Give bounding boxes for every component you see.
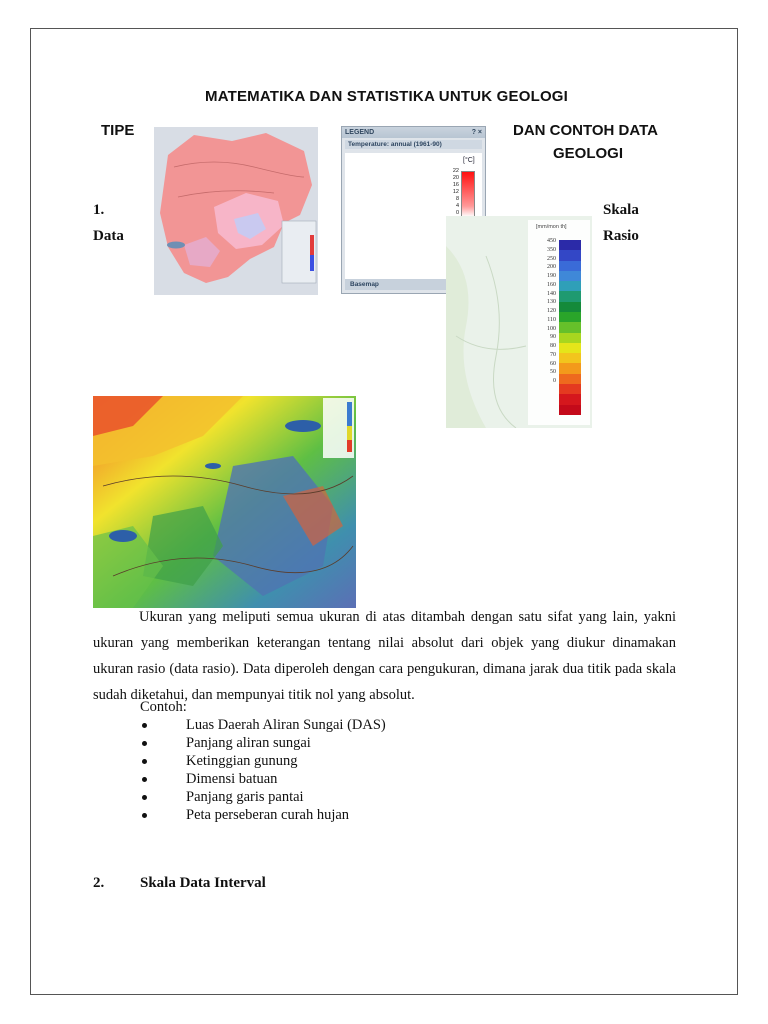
- legend-tick: 22: [452, 168, 459, 174]
- rain-color-swatch: [559, 343, 581, 353]
- legend-basemap[interactable]: Basemap: [345, 279, 482, 290]
- list-item: Dimensi batuan: [140, 770, 386, 788]
- rain-color-swatch: [559, 261, 581, 271]
- legend-unit: [°C]: [463, 157, 475, 164]
- legend-header-icons[interactable]: ? ×: [471, 129, 482, 136]
- rain-legend-tick: 120: [547, 308, 556, 314]
- rain-legend-tick: 0: [553, 378, 556, 384]
- rain-color-swatch: [559, 250, 581, 260]
- list-item: Peta perseberan curah hujan: [140, 806, 386, 824]
- rain-legend-tick: 50: [550, 369, 556, 376]
- list-item: Luas Daerah Aliran Sungai (DAS): [140, 716, 386, 734]
- rain-legend-tick: 70: [550, 351, 556, 358]
- document-title: MATEMATIKA DAN STATISTIKA UNTUK GEOLOGI: [205, 88, 569, 105]
- rain-legend-tick: 110: [547, 316, 556, 323]
- rain-color-swatch: [559, 363, 581, 373]
- rain-legend-tick: 200: [547, 264, 556, 271]
- section1-number: 1.: [93, 202, 105, 218]
- rain-legend-tick: 130: [547, 299, 556, 306]
- rain-color-swatch: [559, 384, 581, 394]
- subheading-left: TIPE: [101, 122, 135, 139]
- section1-word-skala: Skala: [603, 202, 639, 218]
- legend-tick: 0: [455, 209, 459, 216]
- list-item: Panjang aliran sungai: [140, 734, 386, 752]
- rain-color-swatch: [559, 291, 581, 301]
- section1-word-data: Data: [93, 228, 124, 244]
- legend-tick: 20: [452, 174, 459, 181]
- rain-color-bar: [559, 240, 581, 415]
- rain-legend-tick: 450: [547, 238, 556, 244]
- rain-color-swatch: [559, 353, 581, 363]
- rain-legend-tick: 60: [550, 360, 556, 367]
- rain-color-swatch: [559, 374, 581, 384]
- legend-tick: 4: [455, 202, 459, 209]
- section1-word-rasio: Rasio: [603, 228, 639, 244]
- rain-color-swatch: [559, 322, 581, 332]
- rain-color-swatch: [559, 405, 581, 415]
- legend-header: [342, 127, 485, 138]
- rain-legend-tick: 140: [547, 290, 556, 297]
- rain-legend-tick: 80: [550, 343, 556, 349]
- rain-legend-tick: 100: [547, 325, 556, 332]
- rain-color-swatch: [559, 271, 581, 281]
- legend-header-label: LEGEND: [345, 129, 375, 136]
- legend-tick: 12: [452, 188, 459, 195]
- legend-title: Temperature: annual (1961-90): [345, 140, 482, 149]
- temperature-map-image: [154, 127, 318, 295]
- subheading-right-line2: GEOLOGI: [553, 145, 624, 162]
- precipitation-map-image: [446, 216, 592, 428]
- legend-tick: 16: [452, 181, 459, 188]
- rain-color-swatch: [559, 333, 581, 343]
- list-item: Ketinggian gunung: [140, 752, 386, 770]
- section2-title: Skala Data Interval: [140, 875, 266, 891]
- rain-legend-ticks: [538, 237, 556, 386]
- rain-legend-tick: 250: [547, 255, 556, 262]
- rain-legend-tick: 190: [547, 273, 556, 279]
- rain-color-swatch: [559, 394, 581, 404]
- rain-legend-tick: 90: [550, 334, 556, 341]
- legend-tick: 8: [455, 195, 459, 202]
- rain-legend-tick: 350: [547, 246, 556, 253]
- relief-map-image: [93, 396, 356, 608]
- rain-legend-tick: 160: [547, 281, 556, 288]
- list-item: Panjang garis pantai: [140, 788, 386, 806]
- examples-list: [140, 716, 386, 824]
- section2-number: 2.: [93, 875, 105, 891]
- subheading-right-line1: DAN CONTOH DATA: [513, 122, 658, 139]
- rain-color-swatch: [559, 312, 581, 322]
- rain-color-swatch: [559, 302, 581, 312]
- rain-color-swatch: [559, 240, 581, 250]
- contoh-label: Contoh:: [140, 699, 187, 715]
- body-paragraph: Ukuran yang meliputi semua ukuran di atas ditambah dengan satu sifat yang lain, yakni ukuran yang memberikan keterangan tentang nilai absolut dari objek yang diukur dinamakan ukuran rasio (data rasio). Data diperoleh dengan cara pengukuran, dimana jarak dua titik pada skala sudah diketahui, dan mempunyai titik nol yang absolut.: [93, 609, 676, 703]
- rain-legend-unit: [mm/mon th]: [536, 224, 567, 230]
- rain-color-swatch: [559, 281, 581, 291]
